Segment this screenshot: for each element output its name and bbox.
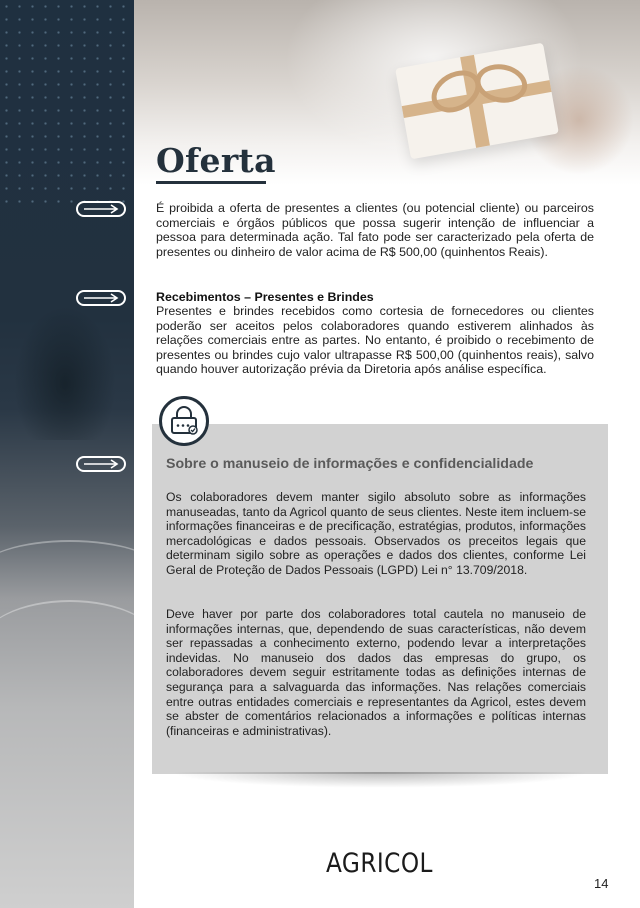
box-title: Sobre o manuseio de informações e confidencialidade bbox=[166, 456, 534, 472]
padlock-icon bbox=[159, 396, 209, 446]
car-contour bbox=[0, 600, 134, 692]
brand-logo: AGRICOL bbox=[326, 848, 433, 879]
arrow-right-icon bbox=[76, 201, 126, 217]
arrow-right-icon bbox=[76, 290, 126, 306]
section-heading-recebimentos: Recebimentos – Presentes e Brindes bbox=[156, 290, 374, 304]
arrow-right-icon bbox=[76, 456, 126, 472]
dot-pattern bbox=[0, 0, 134, 210]
car-contour bbox=[0, 540, 134, 602]
page-title: Oferta bbox=[156, 141, 276, 180]
box-paragraph-1: Os colaboradores devem manter sigilo absoluto sobre as informações manuseadas, tanto da Agricol quanto de seus clientes. Neste item incluem-se informações financeiras e de precificação, estratégias, produtos, informações mercadológicas e dados pessoais. Observados os preceitos legais que determinam sigilo sobre as operações e dados dos clientes, conforme Lei Geral de Proteção de Dados Pessoais (LGPD) Lei n° 13.709/2018. bbox=[166, 490, 586, 577]
paragraph-oferta: É proibida a oferta de presentes a clientes (ou potencial cliente) ou parceiros comerciais e órgãos públicos que possa sugerir intenção de influenciar a pessoa para determinada ação. Tal fato pode ser caracterizado pela oferta de presentes ou dinheiro de valor acima de R$ 500,00 (quinhentos Reais). bbox=[156, 201, 594, 259]
box-shadow bbox=[170, 772, 590, 788]
side-photo-strip bbox=[0, 0, 134, 908]
plant-silhouette bbox=[10, 300, 120, 440]
title-underline bbox=[156, 181, 266, 184]
paragraph-recebimentos: Presentes e brindes recebidos como cortesia de fornecedores ou clientes poderão ser aceitos pelos colaboradores quando estiverem alinhados às relações comerciais entre as partes. No entanto, é proibido o recebimento de presentes ou brindes cujo valor ultrapasse R$ 500,00 (quinhentos reais), salvo quando houver autorização prévia da Diretoria após análise específica. bbox=[156, 304, 594, 377]
box-paragraph-2: Deve haver por parte dos colaboradores total cautela no manuseio de informações internas, que, dependendo de suas características, não devem ser repassadas a conhecimento externo, podendo levar a interpretações indevidas. No manuseio dos dados das empresas do grupo, os colaboradores devem seguir estritamente todas as definições internas de segurança para a salvaguarda das informações. Nas relações comerciais entre outras entidades comerciais e representantes da Agricol, estes devem se abster de comentários relacionados a informações e políticas internas (financeiras e administrativas). bbox=[166, 607, 586, 738]
page-number: 14 bbox=[594, 876, 609, 891]
